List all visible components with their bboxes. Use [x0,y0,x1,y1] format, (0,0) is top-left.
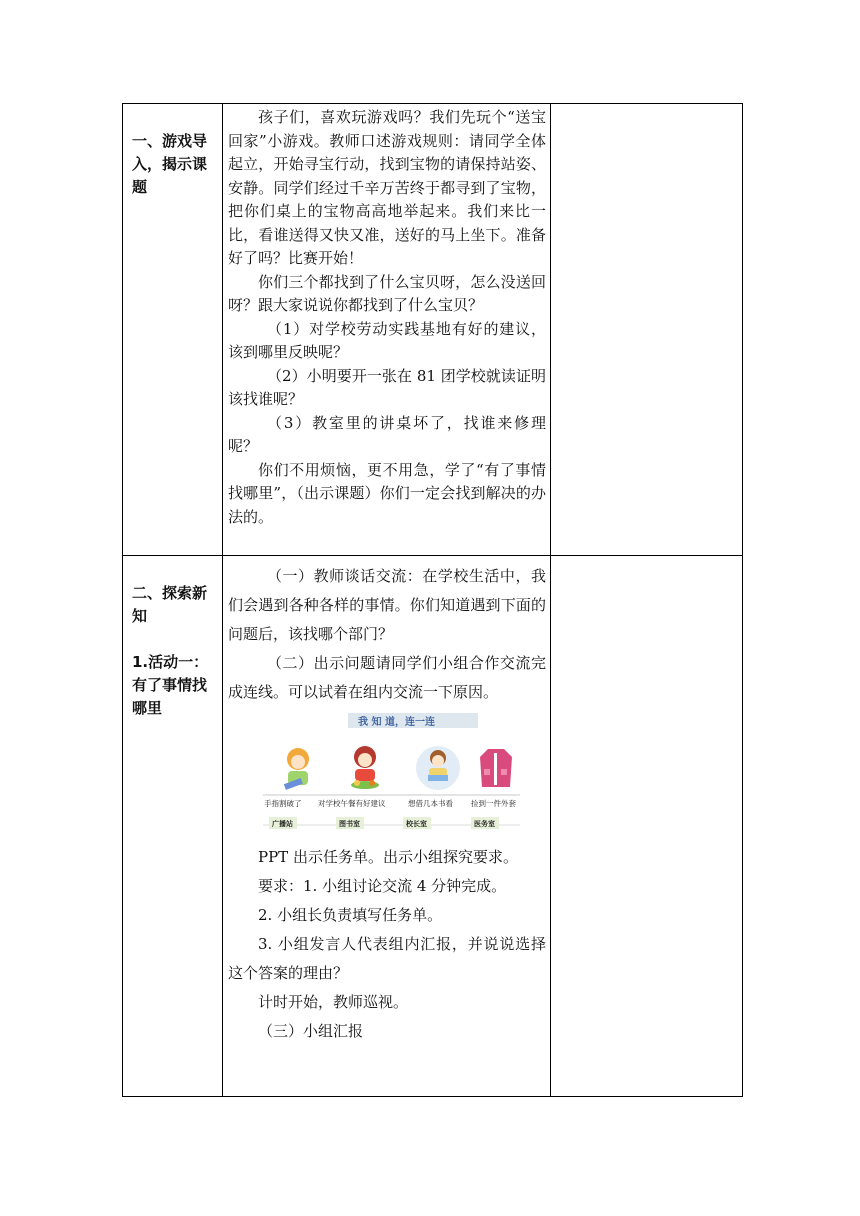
paragraph: （3）教室里的讲桌坏了，找谁来修理呢？ [228,413,546,455]
paragraph: 你们三个都找到了什么宝贝呀，怎么没送回呀？跟大家说说你都找到了什么宝贝？ [228,272,546,314]
problem-label: 捡到一件外套 [471,799,516,808]
paragraph: PPT 出示任务单。出示小组探究要求。 [258,848,518,866]
girl-icon [284,748,309,790]
table-row [123,556,743,1097]
lunch-girl-icon [351,746,379,789]
notes-cell [551,556,743,1097]
lesson-plan-table [122,103,743,1097]
content-cell [223,104,551,556]
problem-label: 想借几本书看 [408,799,453,808]
notes-cell [551,104,743,556]
matching-figure [258,713,526,839]
place-tag: 校长室 [406,820,427,828]
problem-label: 手指割破了 [264,799,302,808]
paragraph: （1）对学校劳动实践基地有好的建议，该到哪里反映呢？ [228,319,546,361]
paragraph: 你们不用烦恼，更不用急，学了“有了事情找哪里”，（出示课题）你们一定会找到解决的办法的。 [228,460,546,526]
place-tag: 医务室 [474,820,495,828]
paragraph: 计时开始，教师巡视。 [258,993,409,1011]
problem-label: 对学校午餐有好建议 [318,799,386,808]
boy-reading-icon [416,746,460,790]
paragraph: 2. 小组长负责填写任务单。 [258,906,443,924]
stage-label: 二、探索新知 [132,584,208,625]
figure-title: 我 知 道，连一连 [358,717,435,728]
paragraph: 3. 小组发言人代表组内汇报，并说说选择这个答案的理由？ [228,935,546,982]
paragraph: 孩子们，喜欢玩游戏吗？我们先玩个“送宝回家”小游戏。教师口述游戏规则：请同学全体起立，开始寻宝行动，找到宝物的请保持站姿、安静。同学们经过千辛万苦终于都寻到了宝物，把你们桌上的宝物高高地举起来。我们来比一比，看谁送得又快又准，送好的马上坐下。准备好了吗？比赛开始！ [228,108,546,267]
activity-label: 1.活动一：有了事情找哪里 [132,653,209,717]
place-tag: 图书室 [339,820,360,828]
paragraph: （二）出示问题请同学们小组合作交流完成连线。可以试着在组内交流一下原因。 [228,654,546,701]
place-tag: 广播站 [272,820,293,828]
paragraph: 要求：1. 小组讨论交流 4 分钟完成。 [258,877,507,895]
paragraph: （三）小组汇报 [258,1022,364,1040]
stage-cell [123,104,223,556]
stage-cell [123,556,223,1097]
table-row [123,104,743,556]
content-cell [223,556,551,1097]
paragraph: （2）小明要开一张在 81 团学校就读证明该找谁呢？ [228,366,546,408]
paragraph: （一）教师谈话交流：在学校生活中，我们会遇到各种各样的事情。你们知道遇到下面的问题后，该找哪个部门？ [228,567,546,643]
jacket-icon [480,749,512,787]
stage-label: 一、游戏导入，揭示课题 [132,132,208,196]
